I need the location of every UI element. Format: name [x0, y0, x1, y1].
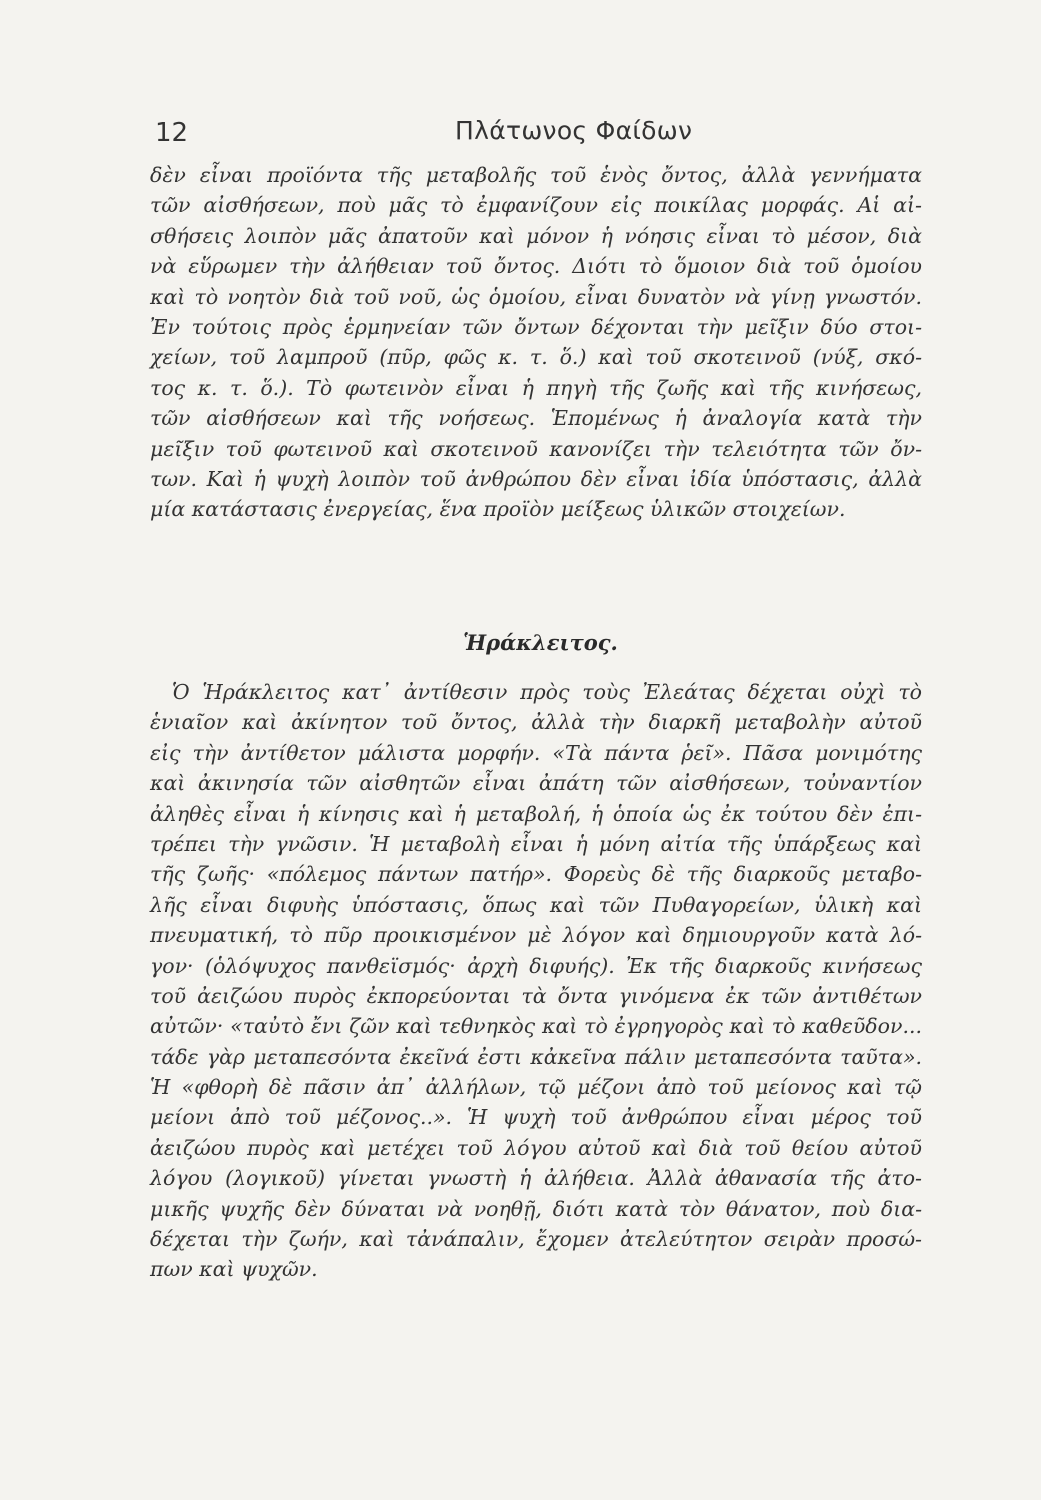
page-number: 12: [155, 118, 189, 148]
text-line: τάδε γὰρ μεταπεσόντα ἐκεῖνά ἐστι κἀκεῖνα πάλιν μεταπεσόντα ταῦτα».: [150, 1044, 922, 1069]
text-line: καὶ ἀκινησία τῶν αἰσθητῶν εἶναι ἀπάτη τῶν αἰσθήσεων, τοὐναντίον: [150, 771, 922, 796]
text-line: μικῆς ψυχῆς δὲν δύναται νὰ νοηθῇ, διότι κατὰ τὸν θάνατον, ποὺ δια-: [150, 1196, 922, 1221]
running-title: Πλάτωνος Φαίδων: [455, 116, 693, 145]
text-line: ἑνιαῖον καὶ ἀκίνητον τοῦ ὄντος, ἀλλὰ τὴν διαρκῆ μεταβολὴν αὐτοῦ: [150, 710, 922, 735]
text-line: σθήσεις λοιπὸν μᾶς ἀπατοῦν καὶ μόνον ἡ νόησις εἶναι τὸ μέσον, διὰ: [150, 223, 922, 248]
text-line: γον· (ὁλόψυχος πανθεϊσμός· ἀρχὴ διφυής). Ἐκ τῆς διαρκοῦς κινήσεως: [150, 953, 922, 978]
paragraph-1: [150, 160, 922, 525]
text-line: Ἡ «φθορὴ δὲ πᾶσιν ἀπ᾽ ἀλλήλων, τῷ μέζονι ἀπὸ τοῦ μείονος καὶ τῷ: [150, 1075, 922, 1100]
text-line: τρέπει τὴν γνῶσιν. Ἡ μεταβολὴ εἶναι ἡ μόνη αἰτία τῆς ὑπάρξεως καὶ: [150, 831, 922, 856]
section-heading: Ἡράκλειτος.: [463, 630, 618, 655]
text-line: τῆς ζωῆς· «πόλεμος πάντων πατήρ». Φορεὺς δὲ τῆς διαρκοῦς μεταβο-: [150, 862, 922, 887]
text-line: λῆς εἶναι διφυὴς ὑπόστασις, ὅπως καὶ τῶν Πυθαγορείων, ὑλικὴ καὶ: [150, 892, 922, 917]
text-line: αὐτῶν· «ταὐτὸ ἔνι ζῶν καὶ τεθνηκὸς καὶ τὸ ἐγρηγορὸς καὶ τὸ καθεῦδον...: [150, 1014, 922, 1039]
text-line: καὶ τὸ νοητὸν διὰ τοῦ νοῦ, ὡς ὁμοίου, εἶναι δυνατὸν νὰ γίνῃ γνωστόν.: [150, 284, 922, 309]
text-line: μία κατάστασις ἐνεργείας, ἕνα προϊὸν μείξεως ὑλικῶν στοιχείων.: [150, 497, 846, 522]
text-line: Ὁ Ἡράκλειτος κατ᾽ ἀντίθεσιν πρὸς τοὺς Ἐλεάτας δέχεται οὐχὶ τὸ: [172, 680, 922, 704]
text-line: Ἐν τούτοις πρὸς ἑρμηνείαν τῶν ὄντων δέχονται τὴν μεῖξιν δύο στοι-: [150, 314, 922, 339]
text-line: τος κ. τ. ὅ.). Τὸ φωτεινὸν εἶναι ἡ πηγὴ τῆς ζωῆς καὶ τῆς κινήσεως,: [150, 375, 922, 400]
text-line: τῶν αἰσθήσεων, ποὺ μᾶς τὸ ἐμφανίζουν εἰς ποικίλας μορφάς. Αἱ αἰ-: [150, 193, 922, 218]
text-line: πων καὶ ψυχῶν.: [150, 1257, 318, 1282]
text-line: μείονι ἀπὸ τοῦ μέζονος..». Ἡ ψυχὴ τοῦ ἀνθρώπου εἶναι μέρος τοῦ: [150, 1105, 922, 1130]
text-line: νὰ εὕρωμεν τὴν ἀλήθειαν τοῦ ὄντος. Διότι τὸ ὅμοιον διὰ τοῦ ὁμοίου: [150, 254, 922, 279]
text-line: δὲν εἶναι προϊόντα τῆς μεταβολῆς τοῦ ἑνὸς ὄντος, ἀλλὰ γεννήματα: [150, 163, 922, 187]
text-line: τοῦ ἀειζώου πυρὸς ἐκπορεύονται τὰ ὄντα γινόμενα ἐκ τῶν ἀντιθέτων: [150, 983, 922, 1008]
paragraph-2: [150, 677, 922, 1285]
text-line: χείων, τοῦ λαμπροῦ (πῦρ, φῶς κ. τ. ὅ.) καὶ τοῦ σκοτεινοῦ (νύξ, σκό-: [150, 345, 922, 370]
text-line: ἀειζώου πυρὸς καὶ μετέχει τοῦ λόγου αὐτοῦ καὶ διὰ τοῦ θείου αὐτοῦ: [150, 1135, 922, 1160]
text-line: λόγου (λογικοῦ) γίνεται γνωστὴ ἡ ἀλήθεια. Ἀλλὰ ἀθανασία τῆς ἀτο-: [150, 1166, 922, 1191]
text-line: ἀληθὲς εἶναι ἡ κίνησις καὶ ἡ μεταβολή, ἡ ὁποία ὡς ἐκ τούτου δὲν ἐπι-: [150, 801, 922, 826]
text-line: δέχεται τὴν ζωήν, καὶ τἀνάπαλιν, ἔχομεν ἀτελεύτητον σειρὰν προσώ-: [150, 1227, 922, 1252]
text-line: εἰς τὴν ἀντίθετον μάλιστα μορφήν. «Τὰ πάντα ῥεῖ». Πᾶσα μονιμότης: [150, 740, 922, 765]
text-line: τῶν αἰσθήσεων καὶ τῆς νοήσεως. Ἑπομένως ἡ ἀναλογία κατὰ τὴν: [150, 406, 922, 431]
text-line: των. Καὶ ἡ ψυχὴ λοιπὸν τοῦ ἀνθρώπου δὲν εἶναι ἰδία ὑπόστασις, ἀλλὰ: [150, 466, 922, 491]
text-line: μεῖξιν τοῦ φωτεινοῦ καὶ σκοτεινοῦ κανονίζει τὴν τελειότητα τῶν ὄν-: [150, 436, 922, 461]
text-line: πνευματική, τὸ πῦρ προικισμένον μὲ λόγον καὶ δημιουργοῦν κατὰ λό-: [150, 923, 922, 948]
